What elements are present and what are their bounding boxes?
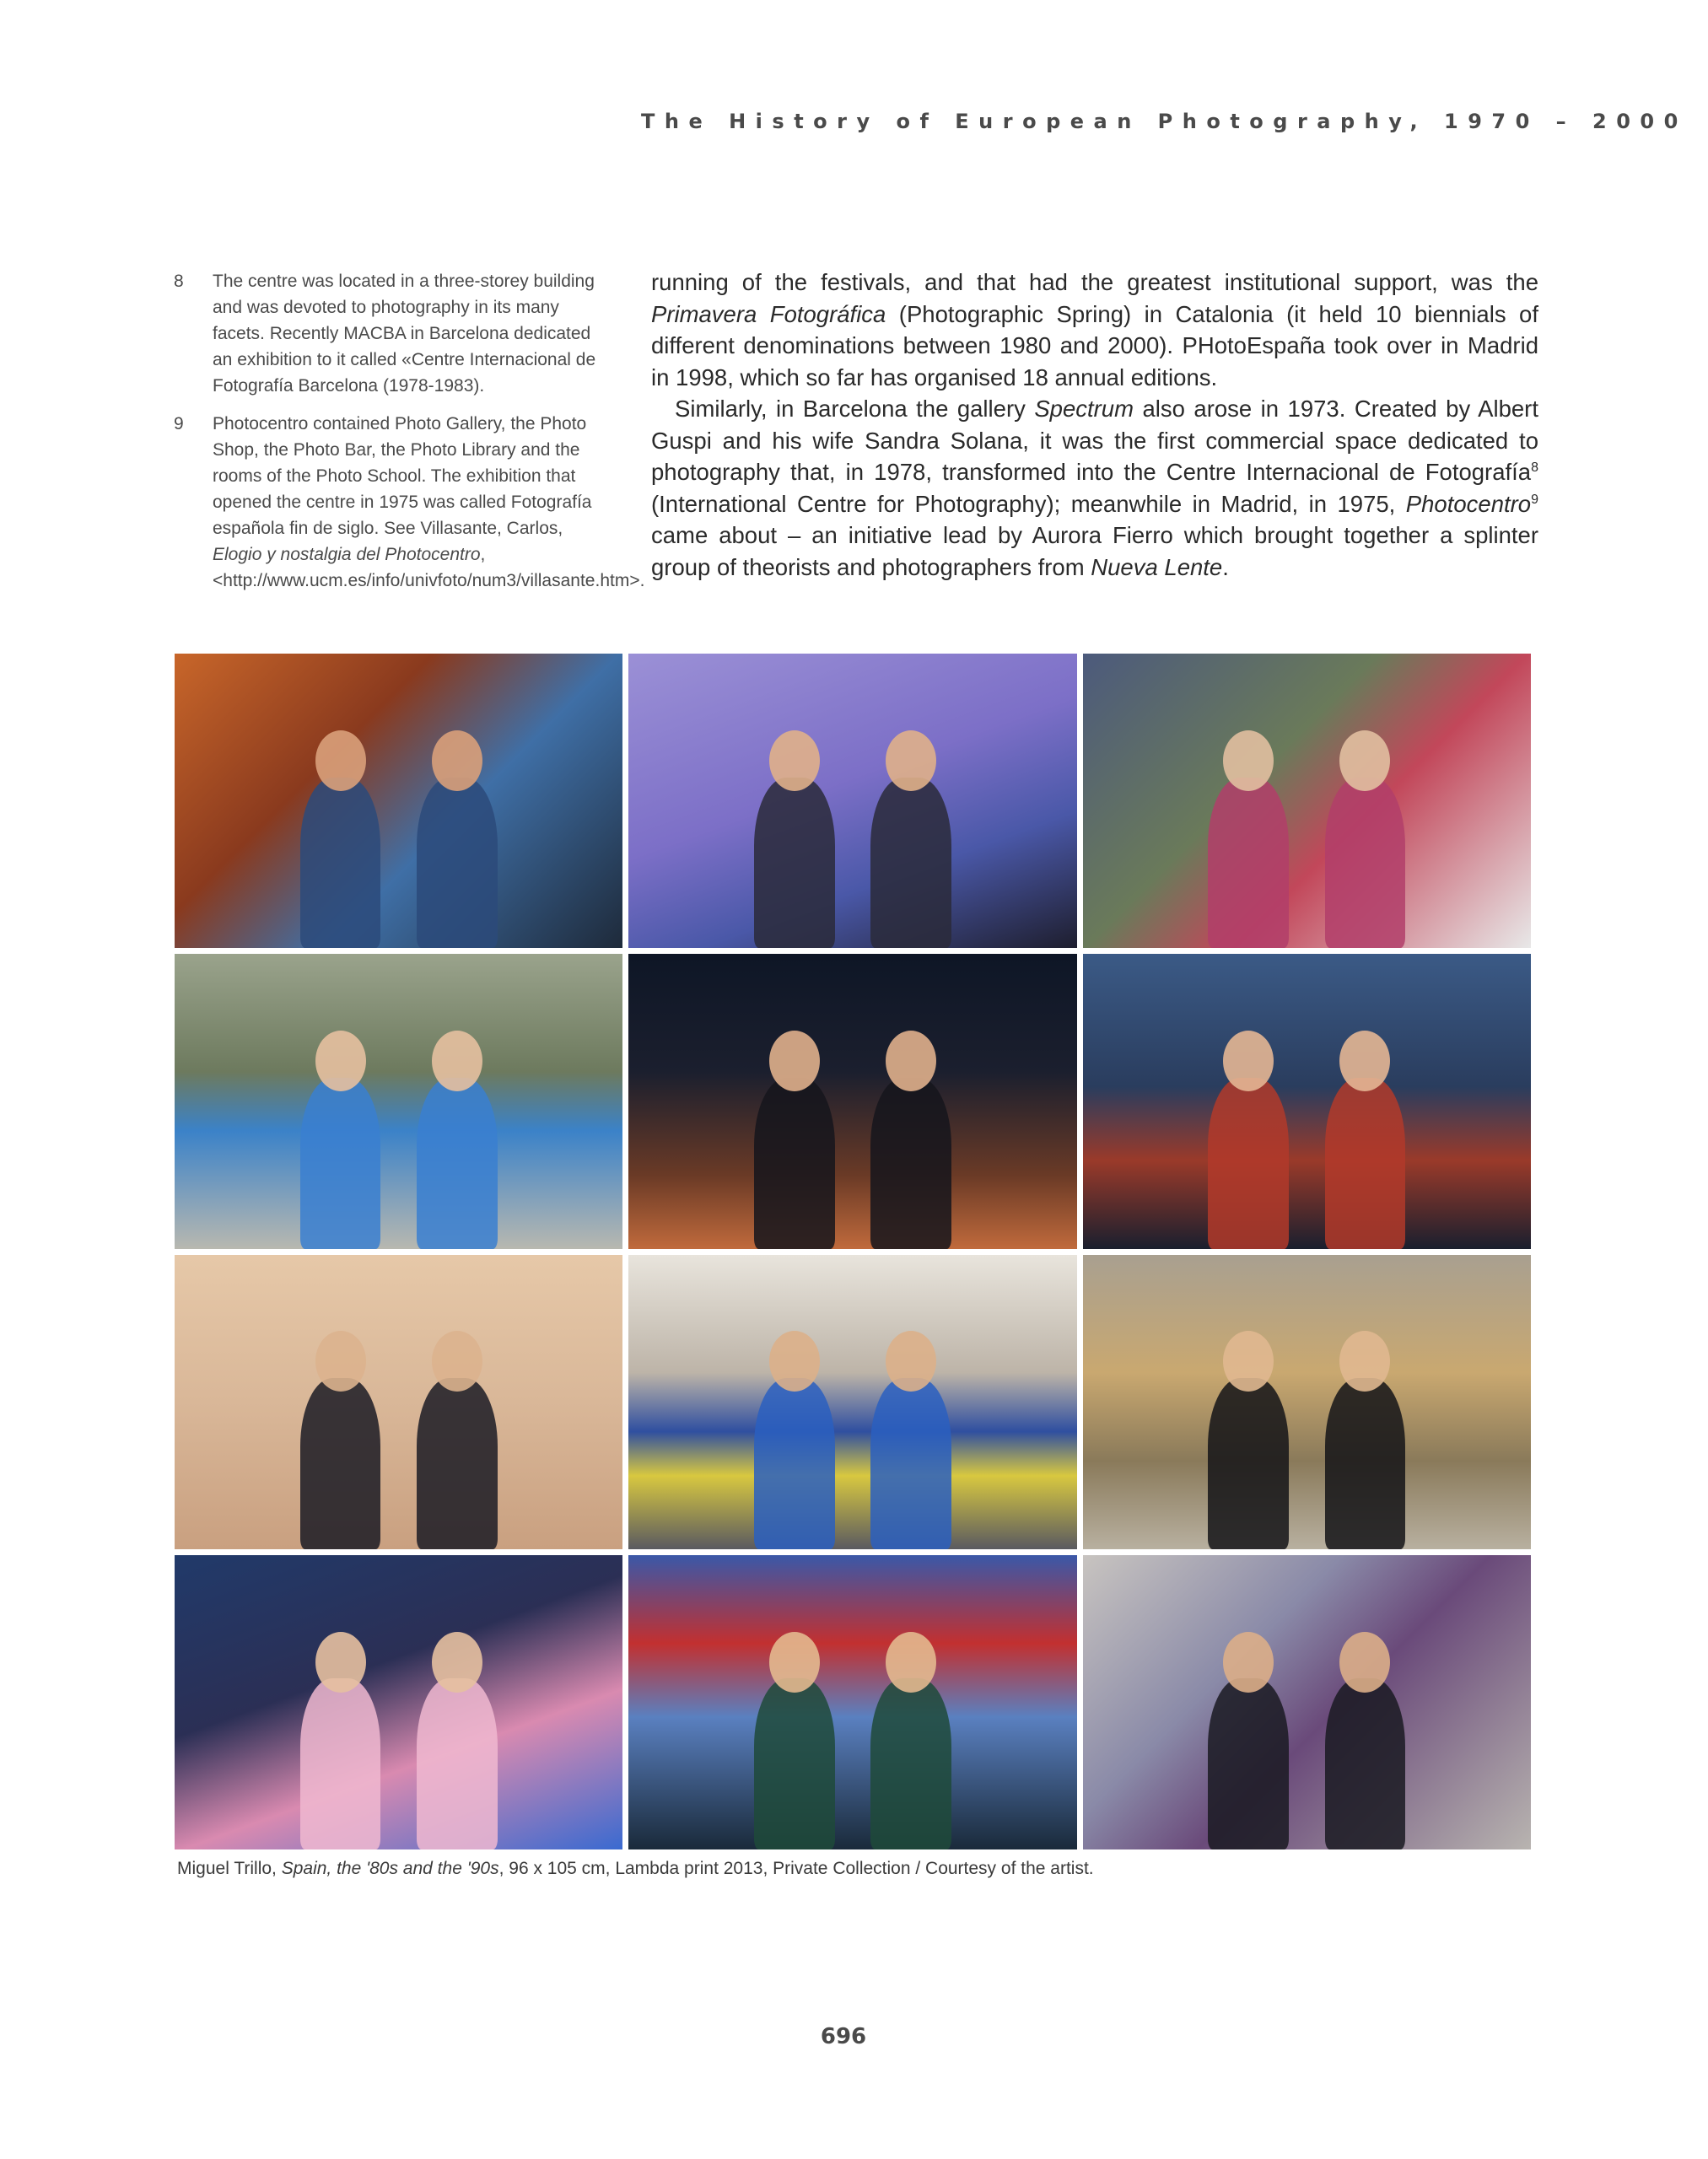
figure-head — [432, 1331, 482, 1392]
photo-tile — [175, 1255, 622, 1549]
figure-head — [769, 1031, 820, 1091]
italic-text: Primavera Fotográfica — [651, 300, 886, 327]
figure-head — [769, 730, 820, 791]
photo-tile — [1083, 654, 1531, 948]
figure-head — [315, 730, 366, 791]
figure-silhouette — [300, 1378, 381, 1549]
figure-silhouette — [417, 778, 498, 949]
figure-head — [1223, 1632, 1274, 1693]
photo-tile — [628, 954, 1076, 1248]
italic-text: Nueva Lente — [1091, 553, 1223, 580]
text-run: also arose in 1973. Created by Albert Guspi and his wife Sandra Solana, it was the first commercial space dedicated to photography that, in 1978, transformed into the Centre Internacional de Fotografía — [651, 396, 1538, 485]
footnote-text: The centre was located in a three-storey building and was devoted to photography in its many facets. Recently MACBA in Barcelona dedicated an exhibition to it called «Centre Internacional de Fotografía Barcelona (1978-1983). — [213, 272, 596, 396]
figure-silhouette — [417, 1078, 498, 1249]
figure-head — [769, 1632, 820, 1693]
figure-silhouette — [1208, 1078, 1289, 1249]
caption-artist: Miguel Trillo, — [177, 1859, 282, 1878]
figure-silhouette — [1208, 778, 1289, 949]
photo-tile — [1083, 1555, 1531, 1849]
figure-head — [886, 1031, 936, 1091]
figure-head — [1339, 1031, 1390, 1091]
caption-title: Spain, the '80s and the '90s — [281, 1859, 499, 1878]
figure-silhouette — [1325, 778, 1406, 949]
text-run: Similarly, in Barcelona the gallery — [675, 396, 1035, 422]
figure-head — [886, 730, 936, 791]
figure-head — [315, 1632, 366, 1693]
figure-silhouette — [300, 1078, 381, 1249]
photo-tile — [1083, 954, 1531, 1248]
figure-head — [432, 1031, 482, 1091]
footnote-number: 9 — [174, 414, 184, 433]
figure-head — [886, 1331, 936, 1392]
figure-head — [432, 730, 482, 791]
figure-silhouette — [754, 1678, 835, 1849]
figure-head — [1339, 730, 1390, 791]
figure-silhouette — [754, 1078, 835, 1249]
figure-head — [1339, 1632, 1390, 1693]
text-run: (International Centre for Photography); meanwhile in Madrid, in 1975, — [651, 490, 1406, 517]
figure-head — [1223, 1031, 1274, 1091]
running-header: The History of European Photography, 1970 – 2000 — [641, 110, 1688, 133]
footnote-ref[interactable]: 8 — [1531, 460, 1538, 475]
footnote-number: 8 — [174, 272, 184, 291]
italic-text: Spectrum — [1034, 396, 1134, 422]
figure-silhouette — [870, 1078, 951, 1249]
figure-silhouette — [417, 1678, 498, 1849]
text-run: . — [1222, 553, 1229, 580]
text-run: running of the festivals, and that had the greatest institutional support, was the — [651, 269, 1538, 295]
figure-head — [769, 1331, 820, 1392]
figure-silhouette — [870, 1378, 951, 1549]
figure-silhouette — [417, 1378, 498, 1549]
figure-head — [315, 1331, 366, 1392]
photo-tile — [628, 654, 1076, 948]
text-run: came about – an initiative lead by Aurora Fierro which brought together a splinter group of theorists and photographers from — [651, 522, 1538, 580]
footnote-url: , <http://www.ucm.es/info/univfoto/num3/villasante.htm>. — [213, 545, 645, 590]
figure-silhouette — [754, 1378, 835, 1549]
figure-silhouette — [1325, 1078, 1406, 1249]
figure-silhouette — [1208, 1378, 1289, 1549]
figure-silhouette — [870, 778, 951, 949]
text-run: (Photographic Spring) in Catalonia (it held 10 biennials of different denominations between 1980 and 2000). PHotoEspaña took over in Madrid in 1998, which so far has organised 18 annual editions. — [651, 300, 1538, 390]
figure-silhouette — [1208, 1678, 1289, 1849]
photo-grid — [175, 654, 1531, 1849]
body-text — [651, 267, 1538, 583]
footnote-ref[interactable]: 9 — [1531, 492, 1538, 507]
footnotes — [169, 268, 645, 606]
photo-tile — [175, 654, 622, 948]
footnote-text: Photocentro contained Photo Gallery, the Photo Shop, the Photo Bar, the Photo Library and the rooms of the Photo School. The exhibition that opened the centre in 1975 was called Fotografía española fin de siglo. See Villasante, Carlos, — [213, 414, 592, 538]
figure-silhouette — [1325, 1378, 1406, 1549]
figure-silhouette — [300, 778, 381, 949]
figure-silhouette — [300, 1678, 381, 1849]
caption-details: , 96 x 105 cm, Lambda print 2013, Private Collection / Courtesy of the artist. — [498, 1859, 1094, 1878]
figure-silhouette — [754, 778, 835, 949]
italic-text: Photocentro — [1405, 490, 1532, 517]
paragraph-2 — [651, 393, 1538, 583]
figure-head — [886, 1632, 936, 1693]
figure-head — [1223, 730, 1274, 791]
photo-tile — [628, 1255, 1076, 1549]
figure-silhouette — [1325, 1678, 1406, 1849]
footnote-9 — [169, 411, 645, 594]
figure-caption — [177, 1859, 1527, 1879]
paragraph-1 — [651, 267, 1538, 393]
photo-tile — [175, 954, 622, 1248]
photo-tile — [628, 1555, 1076, 1849]
photo-tile — [175, 1555, 622, 1849]
figure-head — [315, 1031, 366, 1091]
footnote-8 — [169, 268, 607, 399]
figure-head — [432, 1632, 482, 1693]
photo-tile — [1083, 1255, 1531, 1549]
footnote-italic-title: Elogio y nostalgia del Photocentro — [213, 545, 481, 564]
figure-silhouette — [870, 1678, 951, 1849]
page-number: 696 — [820, 2024, 867, 2049]
